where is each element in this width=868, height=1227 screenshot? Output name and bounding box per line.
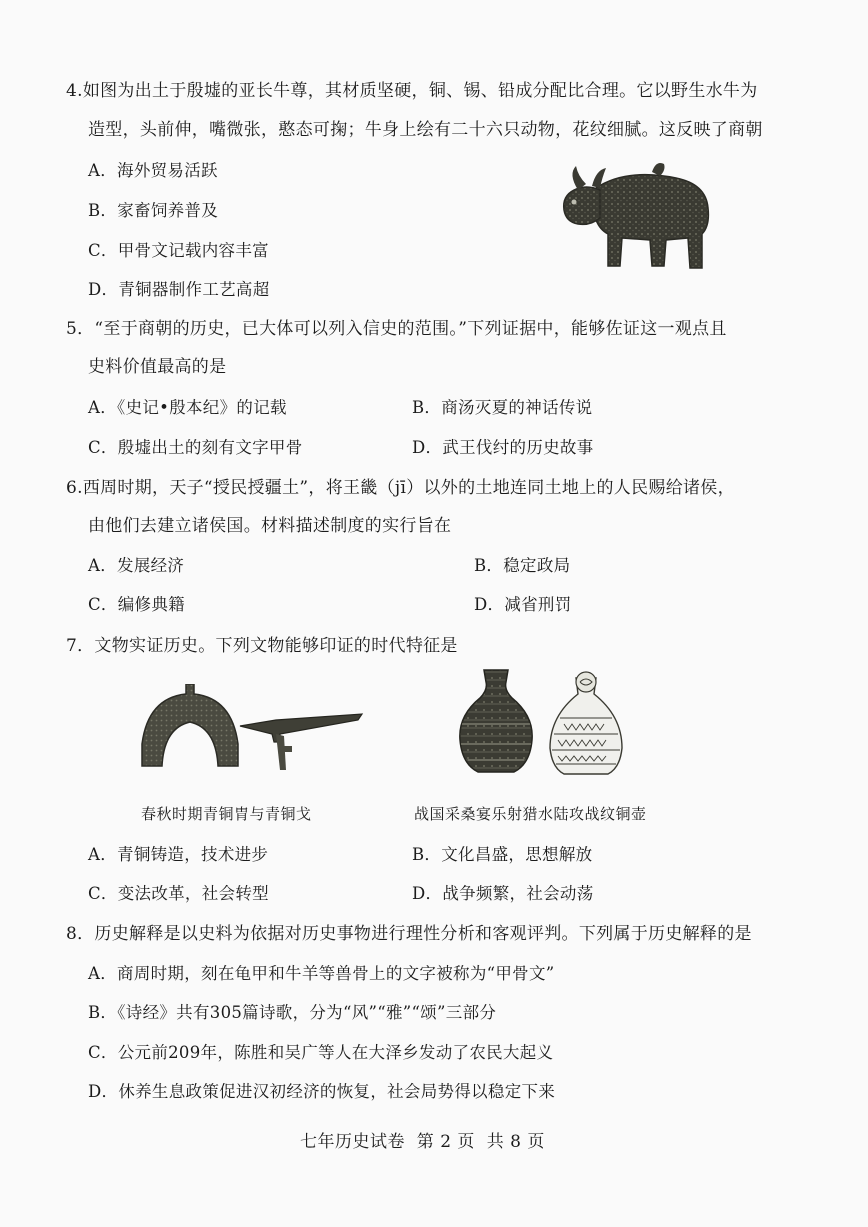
q8-stem: 8．历史解释是以史料为依据对历史事物进行理性分析和客观评判。下列属于历史解释的是: [66, 924, 752, 944]
q6-option-d: D．减省刑罚: [474, 595, 572, 614]
q6-option-b: B．稳定政局: [474, 556, 571, 575]
q5-option-a: A．《史记•殷本纪》的记载: [88, 398, 287, 417]
q8-option-c: C．公元前209年，陈胜和吴广等人在大泽乡发动了农民大起义: [88, 1043, 554, 1062]
q6-stem-line1: 6.西周时期，天子“授民授疆土”，将王畿（jī）以外的土地连同土地上的人民赐给诸侯，: [66, 478, 735, 498]
q7-option-b: B．文化昌盛，思想解放: [412, 845, 593, 864]
q7-caption-right: 战国采桑宴乐射猎水陆攻战纹铜壶: [414, 805, 647, 823]
q8-option-b: B．《诗经》共有305篇诗歌，分为“风”“雅”“颂”三部分: [88, 1003, 497, 1022]
q5-stem-line1: 5．“至于商朝的历史，已大体可以列入信史的范围。”下列证据中，能够佐证这一观点且: [66, 319, 727, 339]
page-footer: 七年历史试卷 第 2 页 共 8 页: [300, 1132, 545, 1152]
q5-option-b: B．商汤灭夏的神话传说: [412, 398, 593, 417]
q4-option-a: A．海外贸易活跃: [88, 161, 218, 180]
q8-option-a: A．商周时期，刻在龟甲和牛羊等兽骨上的文字被称为“甲骨文”: [88, 964, 555, 983]
q4-option-c: C．甲骨文记载内容丰富: [88, 241, 269, 260]
q7-option-c: C．变法改革，社会转型: [88, 884, 269, 903]
pattern-diagram-icon: [546, 668, 626, 778]
q4-stem-line2: 造型，头前伸，嘴微张，憨态可掬；牛身上绘有二十六只动物，花纹细腻。这反映了商朝: [88, 120, 763, 140]
bronze-pot-icon: [456, 668, 536, 776]
q4-option-b: B．家畜饲养普及: [88, 201, 219, 220]
q8-option-d: D．休养生息政策促进汉初经济的恢复，社会局势得以稳定下来: [88, 1082, 556, 1101]
q4-option-d: D．青铜器制作工艺高超: [88, 280, 270, 299]
q7-stem: 7．文物实证历史。下列文物能够印证的时代特征是: [66, 636, 458, 656]
bronze-ox-zun-icon: [556, 160, 720, 274]
q4-stem-line1: 4.如图为出土于殷墟的亚长牛尊，其材质坚硬，铜、锡、铅成分配比合理。它以野生水牛为: [66, 81, 758, 101]
q6-option-c: C．编修典籍: [88, 595, 185, 614]
q7-caption-left: 春秋时期青铜胄与青铜戈: [141, 805, 312, 823]
bronze-helmet-icon: [140, 684, 240, 768]
q5-option-c: C．殷墟出土的刻有文字甲骨: [88, 438, 303, 457]
q5-option-d: D．武王伐纣的历史故事: [412, 438, 594, 457]
q6-stem-line2: 由他们去建立诸侯国。材料描述制度的实行旨在: [88, 516, 452, 536]
q5-stem-line2: 史料价值最高的是: [88, 357, 227, 377]
q7-option-a: A．青铜铸造，技术进步: [88, 845, 269, 864]
bronze-dagger-axe-icon: [236, 706, 364, 772]
q7-option-d: D．战争频繁，社会动荡: [412, 884, 594, 903]
q6-option-a: A．发展经济: [88, 556, 185, 575]
